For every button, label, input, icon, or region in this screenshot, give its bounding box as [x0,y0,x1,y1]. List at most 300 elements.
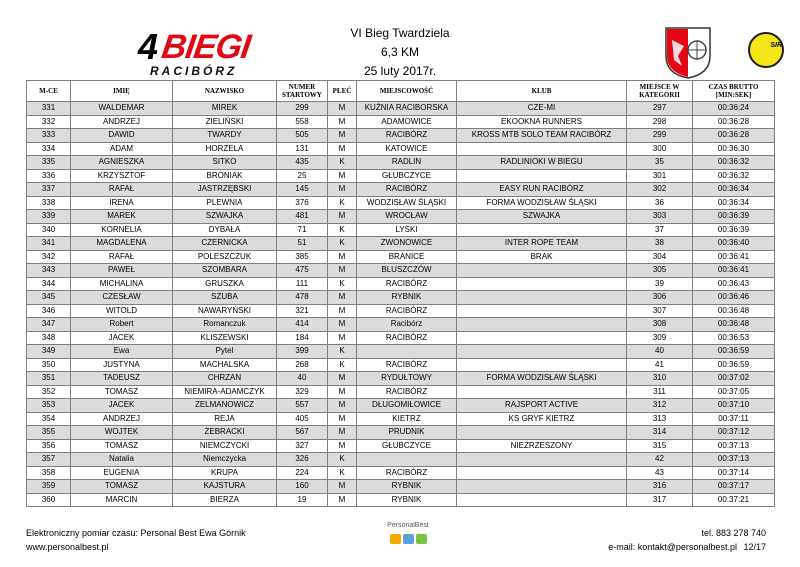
cell-club: KS GRYF KIETRZ [457,412,627,426]
cell-category-place: 300 [627,142,693,156]
cell-gender: M [328,439,357,453]
cell-bib-number: 405 [277,412,328,426]
cell-town: KIETRZ [357,412,457,426]
cell-last-name: REJA [173,412,277,426]
cell-town: RYBNIK [357,480,457,494]
cell-gross-time: 00:36:32 [693,169,775,183]
cell-gross-time: 00:36:24 [693,102,775,116]
cell-last-name: ZIELIŃSKI [173,115,277,129]
table-row [27,237,775,251]
cell-gross-time: 00:36:59 [693,358,775,372]
cell-category-place: 305 [627,264,693,278]
cell-category-place: 311 [627,385,693,399]
cell-gender: K [328,358,357,372]
cell-first-name: JUSTYNA [71,358,173,372]
table-row [27,345,775,359]
cell-first-name: RAFAŁ [71,250,173,264]
cell-place: 339 [27,210,71,224]
cell-category-place: 298 [627,115,693,129]
table-row [27,318,775,332]
cell-category-place: 306 [627,291,693,305]
cell-gross-time: 00:36:48 [693,318,775,332]
cell-town [357,345,457,359]
cell-town: WODZISŁAW ŚLĄSKI [357,196,457,210]
cell-town: RACIBÓRZ [357,358,457,372]
event-title: VI Bieg Twardziela [350,26,450,40]
page-number: 12/17 [743,542,766,552]
cell-club [457,331,627,345]
cell-category-place: 308 [627,318,693,332]
table-row [27,466,775,480]
table-row [27,196,775,210]
bike-icon [403,534,414,544]
cell-last-name: NIEMIRA-ADAMCZYK [173,385,277,399]
city-crest-icon [664,26,712,80]
cell-category-place: 297 [627,102,693,116]
cell-bib-number: 399 [277,345,328,359]
cell-category-place: 302 [627,183,693,197]
logo-number: 4 [138,26,159,67]
cell-town [357,453,457,467]
cell-category-place: 313 [627,412,693,426]
cell-first-name: DAWID [71,129,173,143]
cell-bib-number: 505 [277,129,328,143]
table-row [27,129,775,143]
cell-town: GŁUBCZYCE [357,439,457,453]
cell-gender: M [328,250,357,264]
contact-email[interactable]: e-mail: kontakt@personalbest.pl [608,542,737,552]
cell-first-name: KRZYSZTOF [71,169,173,183]
cell-last-name: JASTRZĘBSKI [173,183,277,197]
cell-bib-number: 414 [277,318,328,332]
cell-bib-number: 478 [277,291,328,305]
sir-logo-icon [748,32,784,68]
table-row [27,426,775,440]
cell-bib-number: 299 [277,102,328,116]
cell-club [457,169,627,183]
cell-gender: M [328,102,357,116]
cell-bib-number: 385 [277,250,328,264]
table-row [27,385,775,399]
cell-first-name: Natalia [71,453,173,467]
cell-club [457,466,627,480]
table-row [27,250,775,264]
cell-club: EASY RUN RACIBÓRZ [457,183,627,197]
cell-gender: M [328,169,357,183]
table-row [27,264,775,278]
cell-first-name: KORNELIA [71,223,173,237]
cell-first-name: JACEK [71,331,173,345]
cell-club: CZE-MI [457,102,627,116]
cell-bib-number: 567 [277,426,328,440]
cell-last-name: ŻEBRACKI [173,426,277,440]
cell-bib-number: 19 [277,493,328,507]
cell-place: 352 [27,385,71,399]
cell-bib-number: 327 [277,439,328,453]
cell-first-name: Ewa [71,345,173,359]
cell-bib-number: 224 [277,466,328,480]
cell-first-name: MARCIN [71,493,173,507]
cell-gender: M [328,412,357,426]
cell-place: 346 [27,304,71,318]
cell-first-name: JACEK [71,399,173,413]
table-row [27,399,775,413]
column-header-town: MIEJSCOWOŚĆ [357,81,457,102]
cell-gender: K [328,237,357,251]
cell-first-name: TOMASZ [71,439,173,453]
cell-club [457,223,627,237]
cell-gender: M [328,372,357,386]
cell-last-name: Niemczycka [173,453,277,467]
cell-gender: M [328,115,357,129]
event-title-block [300,24,500,81]
cell-category-place: 42 [627,453,693,467]
cell-last-name: POLESZCZUK [173,250,277,264]
cell-town: RACIBÓRZ [357,277,457,291]
cell-category-place: 315 [627,439,693,453]
cell-bib-number: 321 [277,304,328,318]
cell-town: Racibórz [357,318,457,332]
table-row [27,493,775,507]
cell-category-place: 314 [627,426,693,440]
cell-club [457,345,627,359]
cell-category-place: 316 [627,480,693,494]
cell-gross-time: 00:36:39 [693,210,775,224]
cell-gender: M [328,426,357,440]
table-row [27,183,775,197]
cell-town: RYDUŁTOWY [357,372,457,386]
cell-town: WROCŁAW [357,210,457,224]
table-row [27,142,775,156]
cell-town: RACIBÓRZ [357,466,457,480]
cell-bib-number: 268 [277,358,328,372]
cell-town: BLUSZCZÓW [357,264,457,278]
table-body [27,102,775,507]
contact-email-line [608,541,766,553]
cell-club [457,277,627,291]
website-link[interactable]: www.personalbest.pl [26,542,109,552]
cell-last-name: DYBAŁA [173,223,277,237]
cell-gender: M [328,493,357,507]
cell-last-name: PLEWNIA [173,196,277,210]
cell-place: 357 [27,453,71,467]
cell-place: 345 [27,291,71,305]
personal-best-logo [378,522,438,552]
cell-gross-time: 00:37:21 [693,493,775,507]
cell-place: 333 [27,129,71,143]
cell-gross-time: 00:37:11 [693,412,775,426]
cell-gross-time: 00:37:13 [693,439,775,453]
cell-gender: K [328,277,357,291]
table-row [27,115,775,129]
event-logo [140,28,280,76]
cell-place: 332 [27,115,71,129]
cell-gender: K [328,466,357,480]
cell-bib-number: 25 [277,169,328,183]
cell-category-place: 301 [627,169,693,183]
cell-last-name: NAWARYŃSKI [173,304,277,318]
cell-gross-time: 00:36:59 [693,345,775,359]
cell-category-place: 309 [627,331,693,345]
cell-club [457,493,627,507]
cell-town: RYBNIK [357,291,457,305]
cell-last-name: SZWAJKA [173,210,277,224]
cell-place: 342 [27,250,71,264]
column-header-place: M-CE [27,81,71,102]
cell-place: 355 [27,426,71,440]
run-icon [416,534,427,544]
cell-gender: K [328,345,357,359]
cell-first-name: MAGDALENA [71,237,173,251]
cell-first-name: MAREK [71,210,173,224]
cell-place: 331 [27,102,71,116]
cell-gender: M [328,129,357,143]
cell-club [457,318,627,332]
cell-first-name: TADEUSZ [71,372,173,386]
cell-club: FORMA WODZISŁAW ŚLĄSKI [457,196,627,210]
cell-town: LYSKI [357,223,457,237]
cell-place: 338 [27,196,71,210]
column-header-gender: PŁEĆ [328,81,357,102]
cell-first-name: ANDRZEJ [71,115,173,129]
column-header-club: KLUB [457,81,627,102]
cell-town: PRUDNIK [357,426,457,440]
cell-place: 358 [27,466,71,480]
cell-first-name: ADAM [71,142,173,156]
cell-gross-time: 00:36:46 [693,291,775,305]
cell-gross-time: 00:37:02 [693,372,775,386]
cell-town: ADAMOWICE [357,115,457,129]
cell-first-name: MICHALINA [71,277,173,291]
cell-gross-time: 00:36:53 [693,331,775,345]
cell-place: 334 [27,142,71,156]
cell-bib-number: 326 [277,453,328,467]
cell-place: 343 [27,264,71,278]
cell-bib-number: 160 [277,480,328,494]
column-header-category-place: MIEJSCE W KATEGORII [627,81,693,102]
table-row [27,210,775,224]
table-row [27,331,775,345]
cell-category-place: 39 [627,277,693,291]
table-row [27,277,775,291]
table-row [27,169,775,183]
cell-place: 336 [27,169,71,183]
cell-club: KROSS MTB SOLO TEAM RACIBÓRZ [457,129,627,143]
results-table [26,80,775,507]
cell-last-name: KLISZEWSKI [173,331,277,345]
cell-last-name: SZUBA [173,291,277,305]
cell-gross-time: 00:36:43 [693,277,775,291]
cell-town: DŁUGOMIŁOWICE [357,399,457,413]
timing-credit: Elektroniczny pomiar czasu: Personal Best Ewa Górnik [26,528,246,538]
logo-city: RACIBÓRZ [150,64,238,78]
cell-gross-time: 00:37:05 [693,385,775,399]
cell-bib-number: 435 [277,156,328,170]
cell-first-name: WALDEMAR [71,102,173,116]
cell-bib-number: 184 [277,331,328,345]
cell-town: RACIBÓRZ [357,385,457,399]
cell-club [457,453,627,467]
cell-bib-number: 71 [277,223,328,237]
cell-town: KUŹNIA RACIBORSKA [357,102,457,116]
cell-category-place: 38 [627,237,693,251]
cell-gross-time: 00:36:41 [693,264,775,278]
sir-logo-text: SIR [770,42,782,49]
cell-gross-time: 00:37:17 [693,480,775,494]
cell-gender: M [328,331,357,345]
cell-first-name: WOJTEK [71,426,173,440]
cell-first-name: RAFAŁ [71,183,173,197]
cell-category-place: 312 [627,399,693,413]
cell-last-name: CHRZAN [173,372,277,386]
cell-club [457,385,627,399]
cell-last-name: CZERNICKA [173,237,277,251]
cell-gross-time: 00:36:30 [693,142,775,156]
cell-place: 351 [27,372,71,386]
cell-first-name: IRENA [71,196,173,210]
cell-category-place: 304 [627,250,693,264]
cell-bib-number: 131 [277,142,328,156]
table-row [27,372,775,386]
cell-gender: K [328,196,357,210]
cell-place: 353 [27,399,71,413]
cell-club: BRAK [457,250,627,264]
table-row [27,304,775,318]
cell-last-name: TWARDY [173,129,277,143]
cell-first-name: CZESŁAW [71,291,173,305]
cell-place: 337 [27,183,71,197]
cell-gross-time: 00:37:13 [693,453,775,467]
cell-gender: M [328,480,357,494]
cell-town: ZWONOWICE [357,237,457,251]
cell-town: GŁUBCZYCE [357,169,457,183]
cell-category-place: 43 [627,466,693,480]
cell-gender: M [328,210,357,224]
cell-last-name: SITKO [173,156,277,170]
cell-gender: M [328,264,357,278]
cell-place: 341 [27,237,71,251]
cell-last-name: Romanczuk [173,318,277,332]
cell-first-name: ANDRZEJ [71,412,173,426]
event-distance: 6,3 KM [380,45,419,59]
cell-gender: M [328,142,357,156]
table-row [27,439,775,453]
contact-phone: tel. 883 278 740 [701,528,766,538]
cell-place: 359 [27,480,71,494]
cell-gross-time: 00:36:41 [693,250,775,264]
cell-gender: K [328,453,357,467]
table-header-row [27,81,775,102]
cell-town: RACIBÓRZ [357,304,457,318]
table-row [27,412,775,426]
cell-place: 349 [27,345,71,359]
event-date: 25 luty 2017r. [363,64,437,78]
cell-gross-time: 00:36:32 [693,156,775,170]
cell-category-place: 303 [627,210,693,224]
cell-first-name: EUGENIA [71,466,173,480]
column-header-last-name: NAZWISKO [173,81,277,102]
cell-category-place: 37 [627,223,693,237]
cell-gross-time: 00:36:39 [693,223,775,237]
cell-category-place: 41 [627,358,693,372]
cell-last-name: SZOMBARA [173,264,277,278]
cell-last-name: MACHALSKA [173,358,277,372]
column-header-bib-number: NUMER STARTOWY [277,81,328,102]
cell-last-name: BRONIAK [173,169,277,183]
cell-town: RYBNIK [357,493,457,507]
table-row [27,156,775,170]
cell-place: 354 [27,412,71,426]
cell-bib-number: 376 [277,196,328,210]
cell-last-name: MIREK [173,102,277,116]
cell-first-name: PAWEŁ [71,264,173,278]
cell-bib-number: 329 [277,385,328,399]
cell-place: 360 [27,493,71,507]
cell-place: 344 [27,277,71,291]
cell-club: FORMA WODZISŁAW ŚLĄSKI [457,372,627,386]
cell-club [457,291,627,305]
cell-club: INTER ROPE TEAM [457,237,627,251]
table-row [27,223,775,237]
table-row [27,291,775,305]
cell-first-name: TOMASZ [71,385,173,399]
cell-gross-time: 00:36:48 [693,304,775,318]
cell-club [457,426,627,440]
cell-category-place: 299 [627,129,693,143]
cell-first-name: WITOLD [71,304,173,318]
cell-gross-time: 00:36:34 [693,183,775,197]
cell-place: 335 [27,156,71,170]
cell-club [457,142,627,156]
cell-category-place: 36 [627,196,693,210]
cell-gender: K [328,223,357,237]
cell-club [457,304,627,318]
column-header-first-name: IMIĘ [71,81,173,102]
cell-town: KATOWICE [357,142,457,156]
cell-club: SZWAJKA [457,210,627,224]
cell-place: 356 [27,439,71,453]
cell-gender: K [328,156,357,170]
cell-gender: M [328,399,357,413]
cell-gross-time: 00:36:34 [693,196,775,210]
cell-gender: M [328,304,357,318]
cell-last-name: HORZELA [173,142,277,156]
cell-first-name: AGNIESZKA [71,156,173,170]
cell-bib-number: 475 [277,264,328,278]
cell-last-name: KRUPA [173,466,277,480]
cell-gross-time: 00:36:28 [693,129,775,143]
cell-place: 340 [27,223,71,237]
cell-category-place: 317 [627,493,693,507]
swim-icon [390,534,401,544]
cell-first-name: TOMASZ [71,480,173,494]
cell-gross-time: 00:37:14 [693,466,775,480]
cell-bib-number: 145 [277,183,328,197]
cell-last-name: BIERZA [173,493,277,507]
cell-gross-time: 00:37:10 [693,399,775,413]
cell-club: NIEZRZESZONY [457,439,627,453]
cell-place: 347 [27,318,71,332]
cell-club: RAJSPORT ACTIVE [457,399,627,413]
cell-gender: M [328,183,357,197]
cell-last-name: ZELMANOWICZ [173,399,277,413]
cell-bib-number: 51 [277,237,328,251]
cell-gender: M [328,385,357,399]
cell-bib-number: 557 [277,399,328,413]
cell-place: 350 [27,358,71,372]
cell-town: RACIBÓRZ [357,129,457,143]
cell-last-name: NIEMCZYCKI [173,439,277,453]
